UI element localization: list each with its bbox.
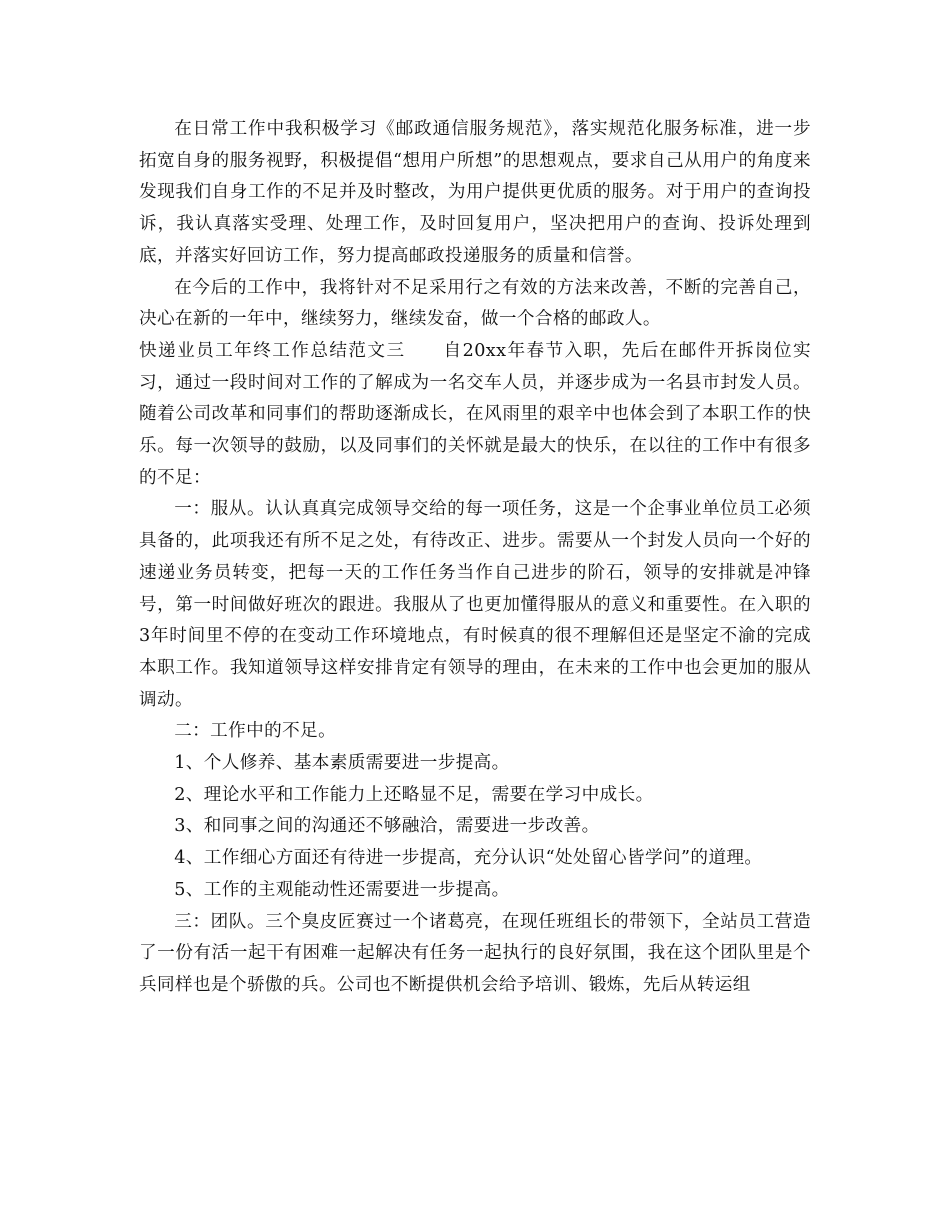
paragraph-team: 三：团队。三个臭皮匠赛过一个诸葛亮，在现任班组长的带领下，全站员工营造了一份有活一起干有困难一起解决有任务一起执行的良好氛围，我在这个团队里是个兵同样也是个骄傲的兵。公司也不断提供机会给予培训、锻炼，先后从转运组 [139,911,811,995]
list-item-shortcoming-2: 2、理论水平和工作能力上还略显不足，需要在学习中成长。 [174,784,654,805]
list-item-shortcoming-3: 3、和同事之间的沟通还不够融洽，需要进一步改善。 [174,816,600,837]
paragraph-summary-three: 快递业员工年终工作总结范文三 自20xx年春节入职，先后在邮件开拆岗位实习，通过一段时间对工作的了解成为一名交车人员，并逐步成为一名县市封发人员。随着公司改革和同事们的帮助逐渐成长，在风雨里的艰辛中也体会到了本职工作的快乐。每一次领导的鼓励，以及同事们的关怀就是最大的快乐，在以往的工作中有很多的不足： [139,340,811,488]
list-item-shortcoming-1: 1、个人修养、基本素质需要进一步提高。 [174,753,510,774]
paragraph-shortcomings-heading: 二：工作中的不足。 [174,721,337,742]
list-item-shortcoming-4: 4、工作细心方面还有待进一步提高，充分认识“处处留心皆学问”的道理。 [174,848,763,869]
list-item-shortcoming-5: 5、工作的主观能动性还需要进一步提高。 [174,879,510,900]
paragraph-obedience: 一：服从。认认真真完成领导交给的每一项任务，这是一个企事业单位员工必须具备的，此项我还有所不足之处，有待改正、进步。需要从一个封发人员向一个好的速递业务员转变，把每一天的工作任务当作自己进步的阶石，领导的安排就是冲锋号，第一时间做好班次的跟进。我服从了也更加懂得服从的意义和重要性。在入职的3年时间里不停的在变动工作环境地点，有时候真的很不理解但还是坚定不渝的完成本职工作。我知道领导这样安排肯定有领导的理由，在未来的工作中也会更加的服从调动。 [139,499,811,710]
document-body [139,114,811,1002]
paragraph-service-standards: 在日常工作中我积极学习《邮政通信服务规范》，落实规范化服务标准，进一步拓宽自身的服务视野，积极提倡“想用户所想”的思想观点，要求自己从用户的角度来发现我们自身工作的不足并及时整改，为用户提供更优质的服务。对于用户的查询投诉，我认真落实受理、处理工作，及时回复用户，坚决把用户的查询、投诉处理到底，并落实好回访工作，努力提高邮政投递服务的质量和信誉。 [139,119,811,266]
paragraph-future-work: 在今后的工作中，我将针对不足采用行之有效的方法来改善，不断的完善自己，决心在新的一年中，继续努力，继续发奋，做一个合格的邮政人。 [139,277,811,330]
